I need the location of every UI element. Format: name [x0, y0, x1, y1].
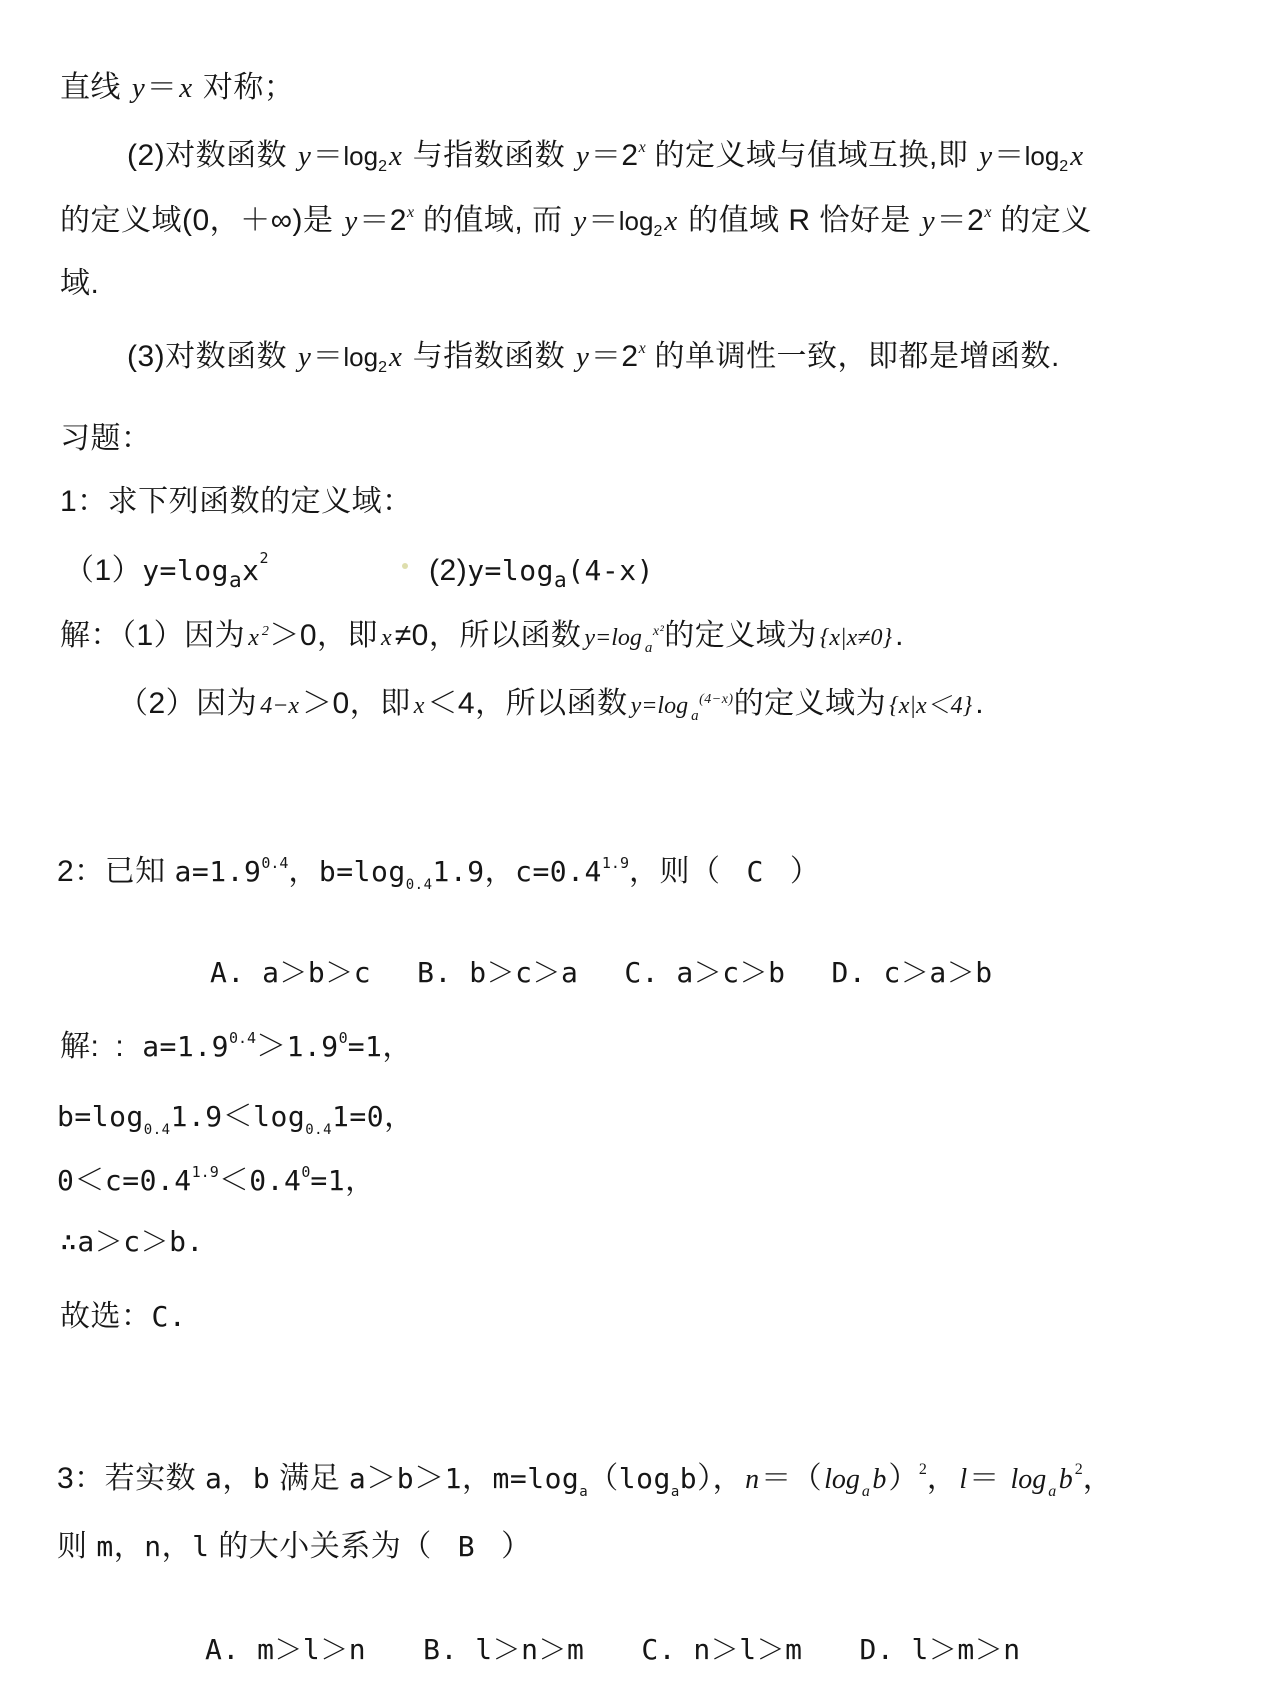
para-domain-range-swap-cont	[60, 195, 1092, 241]
para-domain-range-swap	[127, 130, 1085, 176]
formula-run: m=log	[492, 1462, 580, 1495]
option-c: C. n＞l＞m	[641, 1633, 803, 1666]
set-notation: {x|x＜4}	[889, 693, 973, 719]
log-base: a	[644, 640, 653, 656]
formula-run: 1.9	[286, 1030, 339, 1063]
gt-sign: ＞	[366, 1462, 397, 1495]
math-var: a	[348, 1462, 367, 1495]
exponent: x²	[652, 624, 665, 639]
text-run: ＝	[312, 139, 344, 172]
math-var: y	[573, 205, 587, 237]
math-var: l	[959, 1464, 968, 1495]
gt-sign: ＞	[414, 1462, 445, 1495]
exponent: 0	[338, 1029, 348, 1047]
formula-run: a=1.9	[142, 1030, 229, 1063]
math-var: x	[179, 72, 193, 104]
text-run: ，	[384, 1100, 415, 1133]
q1-parts	[64, 545, 654, 592]
answer-letter-q2: C	[746, 855, 764, 888]
log-base: 0.4	[405, 877, 433, 893]
log-base: a	[861, 1483, 871, 1500]
text-run: ＝	[312, 340, 344, 373]
text-run: ，	[926, 1462, 958, 1495]
text-run: （	[588, 1462, 619, 1495]
log-base: a	[1048, 1483, 1057, 1500]
math-var: x	[248, 625, 259, 651]
exponent: 0	[301, 1163, 311, 1181]
text-run: 解：（1）因为	[60, 619, 246, 652]
text-run: 解:	[60, 1030, 100, 1063]
exponent: 2	[259, 549, 270, 567]
log-symbol: log	[618, 206, 654, 236]
formula-run: 1.9	[170, 1100, 223, 1133]
log-symbol: log	[1010, 1464, 1047, 1495]
log-base: 0.4	[143, 1122, 171, 1138]
log-symbol: log	[343, 342, 379, 372]
text-run: 的定义	[991, 204, 1092, 237]
text-run: (2)对数函数	[127, 139, 296, 172]
text-run: ，	[382, 1030, 413, 1063]
formula-run: log	[253, 1100, 306, 1133]
log-base: 2	[653, 223, 663, 240]
para-monotonicity	[127, 331, 1060, 377]
formula-run: =1	[347, 1030, 383, 1063]
set-notation: {x|x≠0}	[819, 625, 893, 651]
text-run: ＝2	[590, 340, 639, 373]
text-run: 2：已知	[57, 855, 175, 888]
option-d: D. l＞m＞n	[859, 1633, 1021, 1666]
option-a: A. m＞l＞n	[205, 1633, 367, 1666]
math-var: y	[131, 72, 145, 104]
math-var: 1	[444, 1462, 462, 1495]
text-run: （2）因为	[118, 687, 258, 720]
text-run: .	[895, 619, 904, 652]
math-var: y	[921, 205, 935, 237]
text-run: ，	[113, 1530, 145, 1563]
text-symmetric-about-line	[60, 62, 294, 106]
text-run: 的定义域与值域互换,即	[645, 139, 978, 172]
exponent: 1.9	[601, 854, 629, 872]
exponent: 0.4	[261, 854, 289, 872]
formula-run: 0	[57, 1164, 75, 1197]
math-var: b	[396, 1462, 415, 1495]
heading-exercises	[60, 413, 152, 457]
text-run: ＝（	[761, 1462, 823, 1495]
math-var: x	[664, 205, 678, 237]
math-var: a	[205, 1462, 223, 1495]
math-var: x	[381, 625, 392, 651]
formula-run: y=log	[584, 625, 642, 651]
lt-sign: ＜	[74, 1164, 105, 1197]
formula-run: y=log	[467, 554, 554, 587]
text-run: ＝2	[590, 139, 639, 172]
log-base: a	[670, 1484, 680, 1500]
formula-run: (4-x)	[567, 554, 654, 587]
q2-answer	[60, 1291, 186, 1335]
math-var: y	[576, 341, 589, 373]
math-var: x	[388, 341, 402, 373]
text-run: ＝	[994, 139, 1025, 172]
text-run: ＝	[146, 71, 178, 104]
text-run: ），	[697, 1462, 744, 1495]
text-run: 对称；	[194, 71, 295, 104]
text-run: 满足	[270, 1462, 349, 1495]
q3-options	[205, 1628, 1078, 1668]
text-run: 的定义域(0，＋∞)是	[60, 204, 343, 237]
log-symbol: log	[1024, 141, 1060, 171]
formula-run: a=1.9	[174, 855, 262, 888]
formula-run: 4−x	[260, 693, 300, 719]
text-run: 与指数函数	[403, 139, 575, 172]
formula-run: 1=0	[332, 1100, 385, 1133]
text-run: ＝2	[936, 204, 985, 237]
text-run: 的定义域为	[664, 619, 817, 652]
q1-title	[60, 476, 413, 520]
log-base: a	[691, 708, 700, 724]
text-run: ，则（	[628, 855, 721, 888]
text-run: ，	[462, 1462, 493, 1495]
text-run: 的值域, 而	[414, 204, 572, 237]
q2-solution-a	[60, 1021, 413, 1065]
option-d: D. c＞a＞b	[831, 956, 993, 989]
q1-solution-1	[60, 610, 904, 657]
math-var: y	[576, 140, 589, 172]
log-base: 2	[1059, 158, 1069, 175]
formula-run: 0.4	[249, 1164, 302, 1197]
text-run: ，	[222, 1462, 253, 1495]
math-var: m	[96, 1530, 114, 1563]
formula-run: 1.9	[432, 855, 485, 888]
math-var: y	[298, 341, 311, 373]
text-run: 域.	[60, 267, 100, 300]
text-run: :	[115, 1030, 125, 1063]
math-var: b	[1058, 1464, 1073, 1495]
exponent: (4−x)	[699, 692, 734, 707]
option-b: B. b＞c＞a	[417, 956, 579, 989]
text-run: 的值域 R 恰好是	[679, 204, 920, 237]
exponent: 1.9	[191, 1163, 219, 1181]
formula-run: b=log	[318, 855, 406, 888]
text-run: ）	[789, 855, 821, 888]
text-run: ＝2	[359, 204, 407, 237]
text-run: ，	[484, 855, 516, 888]
formula-run: =1	[310, 1164, 346, 1197]
log-symbol: log	[343, 141, 379, 171]
q2-solution-c	[57, 1155, 376, 1199]
q3-question	[57, 1453, 1113, 1501]
option-c: C. a＞c＞b	[624, 956, 786, 989]
text-run: 与指数函数	[403, 340, 575, 373]
text-run: ，	[161, 1530, 193, 1563]
math-var: x	[413, 693, 425, 719]
text-run: .	[975, 687, 985, 720]
text-run: 3：若实数	[57, 1462, 206, 1495]
text-run: 故选：	[60, 1300, 152, 1333]
option-a: A. a＞b＞c	[210, 956, 372, 989]
math-var: x	[242, 554, 260, 587]
log-base: a	[554, 568, 568, 592]
math-var: x	[1070, 140, 1084, 172]
answer-letter-q3: B	[457, 1530, 476, 1563]
math-var: y	[298, 140, 311, 172]
text-run: (2)	[429, 554, 468, 587]
gt-sign: ＞	[256, 1030, 287, 1063]
text-run: ）	[888, 1462, 919, 1495]
formula-run: log	[618, 1462, 671, 1495]
math-var: b	[252, 1462, 271, 1495]
exponent: 2	[1074, 1461, 1083, 1478]
q2-solution-b	[57, 1091, 415, 1138]
lt-sign: ＜	[218, 1164, 250, 1197]
text-run: 则	[57, 1530, 97, 1563]
formula-run: y=log	[630, 693, 689, 719]
formula-run: b=log	[57, 1100, 144, 1133]
exponent: 2	[918, 1461, 927, 1478]
scan-speck	[402, 563, 408, 569]
text-run: （1）	[64, 554, 143, 587]
option-b: B. l＞n＞m	[423, 1633, 585, 1666]
exponent: x	[638, 139, 646, 156]
text-run: ＜4，所以函数	[427, 687, 628, 720]
exponent: 2	[261, 624, 270, 639]
text-run: ，	[345, 1164, 376, 1197]
math-var: n	[144, 1530, 162, 1563]
formula-run: c=0.4	[515, 855, 602, 888]
formula-run: c=0.4	[104, 1164, 192, 1197]
exponent: x	[406, 204, 415, 221]
math-var: n	[745, 1464, 760, 1495]
q1-solution-2	[118, 678, 984, 725]
text-run: ＝	[969, 1462, 1009, 1495]
math-var: l	[192, 1530, 210, 1563]
math-var: y	[344, 205, 358, 237]
formula-run: y=log	[142, 554, 229, 587]
text-run: ＝	[588, 204, 619, 237]
exponent: x	[638, 340, 646, 357]
log-base: 2	[378, 158, 387, 175]
lt-sign: ＜	[222, 1100, 254, 1133]
text-run: ≠0，所以函数	[394, 619, 582, 652]
log-base: a	[228, 568, 243, 592]
log-base: 0.4	[305, 1122, 333, 1138]
math-var: y	[979, 140, 993, 172]
q3-question-cont	[57, 1521, 532, 1565]
text-run: ＞0，即	[269, 619, 379, 652]
text-run: 的定义域为	[733, 687, 887, 720]
text-run: 的单调性一致，即都是增函数.	[645, 340, 1060, 373]
heading-text: 习题：	[60, 422, 152, 455]
answer-letter: C.	[151, 1300, 187, 1333]
log-symbol: log	[824, 1464, 860, 1495]
math-var: x	[388, 140, 402, 172]
math-var: b	[679, 1462, 698, 1495]
math-var: b	[872, 1464, 887, 1495]
q2-conclusion	[60, 1220, 204, 1260]
exponent: x	[984, 204, 992, 221]
para-domain-range-swap-end	[60, 258, 99, 302]
formula-run: ∴a＞c＞b.	[60, 1225, 204, 1258]
text-run: 1：求下列函数的定义域：	[60, 485, 413, 518]
text-run: 的大小关系为（	[209, 1530, 432, 1563]
text-run: 直线	[60, 71, 130, 104]
text-run: ＞0，即	[302, 687, 411, 720]
q2-options	[210, 951, 1039, 991]
text-run: ，	[1082, 1462, 1114, 1495]
text-run: ，	[288, 855, 319, 888]
log-base: a	[579, 1484, 589, 1500]
log-base: 2	[378, 359, 387, 376]
text-run: (3)对数函数	[127, 340, 296, 373]
q2-question	[57, 846, 820, 893]
exponent: 0.4	[228, 1029, 257, 1047]
text-run: ）	[501, 1530, 532, 1563]
